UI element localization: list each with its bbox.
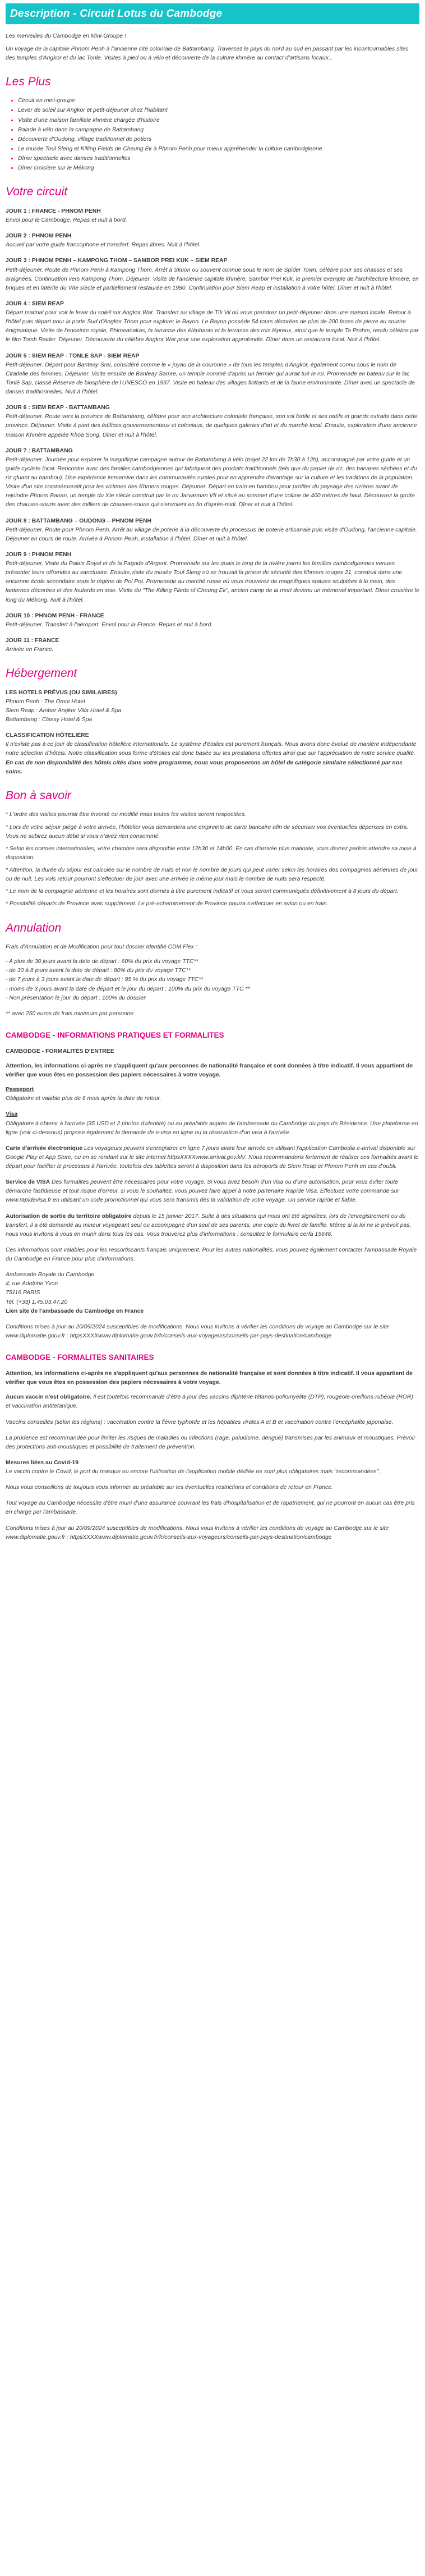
plus-heading: Les Plus: [6, 75, 51, 88]
formalites-heading: CAMBODGE - INFORMATIONS PRATIQUES ET FORMALITES: [6, 1030, 224, 1039]
hotels-title: LES HOTELS PRÉVUS (OU SIMILAIRES): [6, 689, 117, 696]
day-desc: Petit-déjeuner. Journée pour explorer la magnifique campagne autour de Battambang à vélo (trajet 22 km de 7h30 à 12h), accompagné par votre guide et un guide cycliste local. Rencontre avec des familles cambodgiennes qui fabriquent des produits traditionnels (tels que du papier de riz, des bananes séchées et du riz gluant au bambou). Une expérience immersive dans les communautés rurales pour en apprendre davantage sur la culture et les traditions de la population. Visite d'un site commémoratif pour les victimes des Khmers rouges. Déjeuner. Départ en train en bambou pour profiter du paysage des rizières avant de rejoindre Phnom Banan, un temple du XIe siècle construit par le roi Jarvarman VII et situé au sommet d'une colline de 400 mètres de haut. Découvrez la grotte des chauves-souris avec des milliers de chauves-souris qui s'envolent en fin d'après-midi. Dîner et nuit à l'hôtel.: [6, 456, 417, 508]
ambassade-address: [6, 1271, 419, 1316]
day-desc: Accueil par votre guide francophone et transfert. Repas libres. Nuit à l'hôtel.: [6, 242, 201, 249]
vaccin-label: Aucun vaccin n'est obligatoire.: [6, 1394, 92, 1401]
vaccin-text: Il est toutefois recommandé d'être à jour des vaccins diphtérie-tétanos-poliomyélite (DTP), rougeole-oreillons-rubéole (ROR) et vaccination antitetanique.: [6, 1394, 413, 1410]
day-title: JOUR 7 : BATTAMBANG: [6, 447, 73, 454]
passeport-text: Obligatoire et valable plus de 6 mois après la date de retour.: [6, 1096, 161, 1102]
fee-line: - Non présentation le jour du départ : 100% du dossier: [6, 994, 146, 1001]
classification-text: Il n'existe pas à ce jour de classification hôtelière internationale. Le système d'étoiles est purement français. Nous avons donc évalué de manière indépendante notre sélection d'hôtels. Notre classification sous forme d'étoiles est donc basée sur les prestations offertes ainsi que sur l'appréciation de notre service qualité.: [6, 741, 417, 757]
vaccins-conseilles: Vaccins conseillés (selon les régions) : vaccination contre la fièvre typhoïde et les hépatites virales A et B et vaccination contre l'encéphalite japonaise.: [6, 1419, 394, 1425]
address-line: Ambassade Royale du Cambodge: [6, 1272, 95, 1278]
prudence-text: La prudence est recommandée pour limiter les risques de maladies ou infections (rage, paludisme, dengue) transmises par les animaux et moustiques. Prévoir des protections anti-moustiques et possibilité de traitement de prévention.: [6, 1434, 415, 1450]
sanitaires-lead: Attention, les informations ci-après ne s'appliquent qu'aux personnes de nationalité française et sont données à titre indicatif. Il vous appartient de vérifier que vous êtes en possession des papiers nécessaires à votre voyage.: [6, 1370, 413, 1386]
list-item: • Circuit en mini-groupe: [18, 97, 419, 106]
itinerary: [6, 207, 419, 654]
list-item: • Balade à vélo dans la campagne de Battambang: [18, 126, 419, 135]
day-block: [6, 232, 419, 250]
page-banner: Description - Circuit Lotus du Cambodge: [6, 3, 419, 24]
intro-line: Un voyage de la capitale Phnom Penh à l'ancienne cité coloniale de Battambang. Traversez le pays du nord au sud en passant par les incontournables sites des temples d'Angkor et du lac Tonle. Visites à pied ou à vélo et découverte de la culture khmère au contact d'artisans locaux...: [6, 45, 409, 61]
covid-text: Le vaccin contre le Covid, le port du masque ou encore l'utilisation de l'application mobile dédiée ne sont plus obligatoires mais "recommandées".: [6, 1469, 381, 1475]
day-desc: Petit-déjeuner. Visite du Palais Royal et de la Pagode d'Argent. Promenade sur les quais le long de la rivière parmi les familles cambodgiennes venues présenter leurs offrandes au sanctuaire. Ensuite,visite du musée Toul Sleng où se trouvait la prison de sécurité des Khmers rouges 21, construit dans une ancienne école secondaire sous le régime de Pol Pot. Promenade au marché russe où vous trouverez de magnifiques statues sculptées à la main, des lanternes décorées et des foulards en soie. Visite du "The Killing Fileds of Cheung Ek", ancien camp de la mort devenu un mémorial important. Dîner croisière le long du Mékong. Nuit à l'hôtel.: [6, 561, 419, 603]
formalites-subtitle: CAMBODGE - FORMALITÉS D'ENTREE: [6, 1048, 114, 1055]
fee-line: - de 30 à 8 jours avant la date de départ : 80% du prix du voyage TTC**: [6, 968, 191, 974]
annulation-heading: Annulation: [6, 921, 62, 934]
autorisation-label: Autorisation de sortie du territoire obligatoire: [6, 1213, 132, 1220]
fee-line: - moins de 3 jours avant la date de départ et le jour du départ : 100% du prix du voyage TTC **: [6, 986, 250, 992]
visa-text: Obligatoire à obtenir à l'arrivée (35 USD et 2 photos d'identité) ou au préalable auprès de l'ambassade du Cambodge du pays de Résidence. Une plateforme en ligne (voir ci-dessous) propose également la demande de e-visa en ligne ou la réservation d'un visa à l'arrivée.: [6, 1120, 418, 1136]
service-block: [6, 1178, 419, 1205]
list-item: • Dîner croisière sur le Mékong: [18, 164, 419, 173]
hotel-line: Phnom Penh : The Omni Hotel: [6, 698, 85, 705]
sanitaires-heading: CAMBODGE - FORMALITES SANITAIRES: [6, 1353, 154, 1362]
day-block: [6, 404, 419, 440]
bon-savoir-heading: Bon à savoir: [6, 789, 71, 802]
hotel-line: Siem Reap : Amber Angkor Villa Hotel & Spa: [6, 707, 122, 714]
day-block: [6, 517, 419, 544]
day-desc: Envol pour le Cambodge. Repas et nuit à bord.: [6, 217, 127, 224]
fee-line: - de 7 jours à 3 jours avant la date de départ : 95 % du prix du voyage TTC**: [6, 977, 204, 983]
day-block: [6, 447, 419, 510]
assurance-text: Tout voyage au Cambodge nécessite d'être muni d'une assurance couvrant les frais d'hospitalisation et de rapatriement, qui ne pourront en aucun cas être pris en charge par l'ambassade.: [6, 1500, 415, 1516]
hotels-block: [6, 689, 419, 725]
list-item: • Lever de soleil sur Angkor et petit-déjeuner chez l'habitant: [18, 106, 419, 115]
plus-list: [6, 97, 419, 173]
day-title: JOUR 4 : SIEM REAP: [6, 300, 64, 307]
day-title: JOUR 1 : FRANCE - PHNOM PENH: [6, 208, 101, 214]
day-block: [6, 300, 419, 345]
day-title: JOUR 6 : SIEM REAP - BATTAMBANG: [6, 405, 110, 411]
list-item: • Découverte d'Oudong, village traditionnel de potiers: [18, 135, 419, 144]
vaccin-block: [6, 1393, 419, 1411]
note-item: * Selon les normes internationales, votre chambre sera disponible entre 12h30 et 14h00. En cas d'arrivée plus matinale, vous devrez parfois attendre sa mise à disposition.: [6, 845, 417, 861]
hebergement-heading: Hébergement: [6, 667, 77, 680]
circuit-heading: Votre circuit: [6, 185, 68, 199]
day-desc: Petit-déjeuner. Départ pour Banteay Srei, considéré comme le « joyau de la couronne » de tous les temples d'Angkor, également connu sous le nom de Citadelle des femmes. Déjeuner. Visite ensuite de Banteay Samre, un temple nommé d'après un fermier qui aurait tué le roi. Promenade en bateau sur le lac Tonlé Sap, classé Réserve de biosphère de l'UNESCO en 1997. Visite en bateau des villages flottants et de la faune environnante. Dîner avec un spectacle de danses traditionnelles. Nuit à l'hôtel.: [6, 361, 415, 396]
day-desc: Petit-déjeuner. Transfert à l'aéroport. Envol pour la France. Repas et nuit à bord.: [6, 621, 213, 628]
carte-label: Carte d'arrivée électronique: [6, 1145, 83, 1152]
day-block: [6, 612, 419, 630]
visa-label: Visa: [6, 1111, 18, 1118]
covid-label: Mesures liées au Covid-19: [6, 1459, 78, 1466]
service-text: Des formalités peuvent être nécessaires pour votre voyage. Si vous avez besoin d'un visa ou d'une autorisation, pour vous éviter toute démarche fastidieuse et tout risque d'erreur, si vous le souhaitez, vous pouvez faire appel à notre partenaire Rapide Visa. Effectuez votre commande sur www.rapidevisa.fr en utilisant un code promotionnel qui vous sera transmis dès la validation de votre voyage. Un service rapide et fiable.: [6, 1179, 399, 1204]
day-title: JOUR 5 : SIEM REAP - TONLE SAP - SIEM REAP: [6, 352, 140, 359]
visa-block: [6, 1110, 419, 1137]
address-line: 75116 PARIS: [6, 1290, 40, 1296]
note-item: * L'ordre des visites pourrait être inversé ou modifié mais toutes les visites seront respectées.: [6, 812, 246, 818]
fee-line: - A plus de 30 jours avant la date de départ : 60% du prix du voyage TTC**: [6, 959, 198, 965]
intro: [6, 32, 419, 62]
address-line: Tel. (+33) 1.45.03.47.20: [6, 1299, 68, 1305]
sanitaires-conditions: Conditions mises à jour au 20/09/2024 susceptibles de modifications. Nous vous invitons à vérifier les conditions de voyage au Cambodge sur le site www.diplomatie.gouv.fr : httpsXXXXwww.diplomatie.gouv.fr/fr/conseils-aux-voyageurs/conseils-par-pays-destination/cambodge: [6, 1525, 389, 1541]
day-title: JOUR 9 : PHNOM PENH: [6, 551, 72, 558]
day-block: [6, 551, 419, 605]
hotel-line: Battambang : Classy Hotel & Spa: [6, 717, 93, 723]
autorisation-block: [6, 1212, 419, 1239]
consult-text: Nous vous conseillons de toujours vous informer au préalable sur les éventuelles restrictions et conditions de retour en France.: [6, 1484, 333, 1491]
address-line: 4, rue Adolphe Yvon: [6, 1281, 58, 1287]
list-item: • Le musée Toul Sleng et Killing Fields de Cheung Ek à Phnom Penh pour mieux appréhender la culture cambodgienne: [18, 145, 419, 154]
classification-block: [6, 731, 419, 777]
day-desc: Arrivée en France.: [6, 647, 54, 653]
passeport-label: Passeport: [6, 1087, 34, 1093]
note-item: * Le nom de la compagnie aérienne et les horaires sont donnés à titre purement indicatif et vous seront communiqués définitivement à 8 jours du départ.: [6, 888, 399, 895]
autorisation-text: depuis le 15 janvier 2017. Suite à des situations qui nous ont été signalées, lors de l'enregistrement ou du transfert, il a été demandé au mineur voyageant seul ou accompagné d'un seul de ses parents, une copie du livret de famille. Même si la loi ne le prévoit pas, nous vous invitons à vous en munir dans tous les cas. Vous trouverez plus d'informations : consultez le formulaire cerfa 15646.: [6, 1213, 412, 1237]
day-title: JOUR 8 : BATTAMBANG – OUDONG – PHNOM PENH: [6, 517, 151, 524]
day-block: [6, 207, 419, 225]
list-item: • Visite d'une maison familiale khmère chargée d'histoire: [18, 116, 419, 125]
note-item: * Lors de votre séjour piégé à votre arrivée, l'hôtelier vous demandera une empreinte de carte bancaire afin de sécuriser vos éventuelles dépenses en extra. Vous ne subirez aucun débit si vous n'avez rien consommé.: [6, 824, 409, 840]
formalites-conditions: Conditions mises à jour au 20/09/2024 susceptibles de modifications. Nous vous invitons à vérifier les conditions de voyage au Cambodge sur le site www.diplomatie.gouv.fr : httpsXXXXwww.diplomatie.gouv.fr/fr/conseils-aux-voyageurs/conseils-par-pays-destination/cambodge: [6, 1323, 389, 1339]
classification-title: CLASSIFICATION HÔTELIÈRE: [6, 732, 89, 739]
day-desc: Petit-déjeuner. Route pour Phnom Penh. Arrêt au village de poterie à la découverte du processus de poterie artisanale puis visite d'Oudong, l'ancienne capitale. Déjeuner en cours de route. Arrivée à Phnom Penh, installation à l'hôtel. Dîner et nuit à l'hôtel.: [6, 526, 417, 542]
ambassade-intro: Ces informations sont valables pour les ressortissants français uniquement. Pour les autres nationalités, vous pouvez également contacter l'ambassade Royale du Cambodge en France pour plus d'informations.: [6, 1246, 417, 1263]
classification-note: En cas de non disponibilité des hôtels cités dans votre programme, nous vous proposerons un hôtel de catégorie similaire sélectionné par nos soins.: [6, 759, 403, 775]
passeport-block: [6, 1085, 419, 1103]
day-title: JOUR 2 : PHNOM PENH: [6, 233, 72, 240]
intro-line: Les merveilles du Cambodge en Mini-Groupe !: [6, 33, 126, 40]
annulation-footnote: ** avec 250 euros de frais minimum par personne: [6, 1010, 134, 1017]
carte-text: Les voyageurs peuvent s'enregistrer en ligne 7 jours avant leur arrivée en utilisant l'application Cambodia e-arrival disponible sur Google Play et App Store, ou en se rendant sur le site internet httpsXXXXwww.arrival.gov.kh/. Nous recommandons fortement de réaliser ces formalités avant le départ pour faciliter le processus à l'arrivée, toutefois des tablettes seront à disposition dans les aéroports de Siem Reap et Phnom Penh en cas d'oubli.: [6, 1145, 419, 1170]
day-block: [6, 256, 419, 293]
day-block: [6, 636, 419, 654]
annulation-lead: Frais d'Annulation et de Modification pour tout dossier Identifié CDM Flex :: [6, 944, 197, 951]
day-block: [6, 352, 419, 397]
list-item: • Dîner spectacle avec danses traditionnelles: [18, 154, 419, 163]
annulation-fees: [6, 957, 419, 1003]
day-title: JOUR 10 : PHNOM PENH - FRANCE: [6, 612, 104, 619]
note-item: * Possibilité départs de Province avec supplément. Le pré-acheminement de Province pourra s'effectuer en avion ou en train.: [6, 901, 329, 907]
note-item: * Attention, la durée du séjour est calculée sur le nombre de nuits et non le nombre de jours qui peut varier selon les horaires des compagnies aériennes de jour ou de nuit. Les vols retour pourront s'effectuer de jour avec une arrivée le même jour mais le nombre de nuits sera respecté.: [6, 867, 418, 883]
day-desc: Petit-déjeuner. Route vers la province de Battambang, célèbre pour son architecture coloniale française, son sol fertile et ses natifs et grands extraits dans cette province. Déjeuner. Visite à pied des édifices gouvernementaux et coloniaux, de quelques galeries d'art et du marché local. Ensuite, exploration d'une ancienne maison Khmère appelée Khoa Song. Dîner et nuit à l'hôtel.: [6, 414, 418, 438]
covid-block: [6, 1459, 419, 1477]
service-label: Service de VISA: [6, 1179, 50, 1186]
bon-savoir-notes: [6, 810, 419, 909]
day-desc: Départ matinal pour voir le lever du soleil sur Angkor Wat. Transfert au village de Tik Vil où vous prendrez un petit-déjeuner dans une maison locale. Retour à l'hôtel puis départ pour la porte Sud d'Angkor Thom pour explorer le Bayon. Le Bayon possède 54 tours décorées de plus de 200 faces de pierre au sourire énigmatique. Visite de l'enceinte royale, Phimeanakas, la terrasse des éléphants et la terrasse des rois lépreux, ainsi que le temple Ta Prohm, rendu célèbre par le film Tomb Raider. Déjeuner. Découverte du célèbre Angkor Wat pour une exploration approfondie. Dîner dans un restaurant local. Nuit à l'hôtel.: [6, 310, 419, 343]
day-title: JOUR 11 : FRANCE: [6, 637, 59, 644]
ambassade-link[interactable]: Lien site de l'ambassade du Cambodge en France: [6, 1308, 144, 1314]
day-title: JOUR 3 : PHNOM PENH – KAMPONG THOM – SAMBOR PREI KUK – SIEM REAP: [6, 258, 228, 264]
day-desc: Petit-déjeuner. Route de Phnom Penh à Kampong Thom. Arrêt à Skuon ou souvent connue sous le nom de Spider Town, célèbre pour ses chasses et ses araignées. Continuation vers Kampong Thom. Déjeuner. Visite de l'ancienne capitale khmère, Sambor Prei Kuk, le premier exemple de l'architecture khmère, en briques et en latérite du VIIe siècle et partiellement restaurée en 1980. Continuation pour Siem Reap et installation à votre hôtel. Dîner et nuit à l'hôtel.: [6, 267, 419, 291]
formalites-lead: Attention, les informations ci-après ne s'appliquent qu'aux personnes de nationalité française et sont données à titre indicatif. Il vous appartient de vérifier que vous êtes en possession des papiers nécessaires à votre voyage.: [6, 1062, 413, 1079]
carte-block: [6, 1144, 419, 1171]
